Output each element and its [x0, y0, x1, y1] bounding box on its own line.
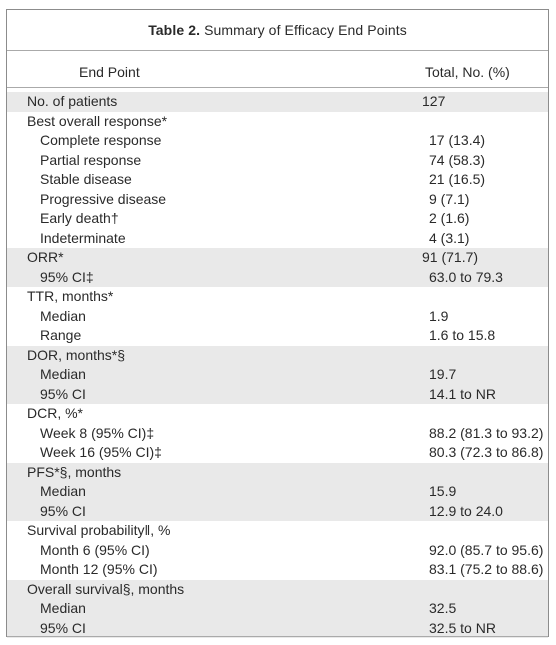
row-label: Progressive disease — [40, 190, 167, 207]
table-row — [7, 268, 548, 288]
table-row — [7, 287, 548, 307]
row-value: 9 (7.1) — [429, 190, 470, 207]
table-row — [7, 443, 548, 463]
row-value: 4 (3.1) — [429, 229, 470, 246]
table-row — [7, 346, 548, 366]
row-label: Best overall response* — [27, 112, 168, 129]
row-value: 88.2 (81.3 to 93.2) — [429, 424, 544, 441]
table-row — [7, 599, 548, 619]
row-value: 17 (13.4) — [429, 132, 486, 148]
row-label: Stable disease — [40, 171, 132, 187]
row-value: 63.0 to 79.3 — [429, 268, 503, 285]
row-value: 21 (16.5) — [429, 171, 486, 187]
row-value: 2 (1.6) — [429, 210, 470, 226]
table-row — [7, 541, 548, 561]
row-value: 92.0 (85.7 to 95.6) — [429, 541, 544, 558]
table-row — [7, 112, 548, 132]
row-label: Median — [40, 366, 86, 382]
header-total: Total, No. (%) — [425, 64, 510, 80]
table-row — [7, 170, 548, 190]
row-label: Partial response — [40, 151, 142, 168]
table-row — [7, 92, 548, 112]
row-label: Month 6 (95% CI) — [40, 541, 150, 558]
row-value: 15.9 — [429, 483, 457, 499]
row-label: Overall survival§, months — [27, 580, 185, 597]
row-label: 95% CI‡ — [40, 268, 94, 285]
table-row — [7, 307, 548, 327]
row-label: Early death† — [40, 210, 119, 226]
efficacy-table — [6, 9, 549, 637]
table-title — [7, 22, 548, 38]
row-label: Median — [40, 600, 86, 616]
row-value: 74 (58.3) — [429, 151, 486, 168]
row-value: 12.9 to 24.0 — [429, 502, 503, 519]
row-label: TTR, months* — [27, 288, 114, 304]
table-row — [7, 229, 548, 249]
table-caption: Summary of Efficacy End Points — [204, 22, 407, 38]
table-row — [7, 365, 548, 385]
table-row — [7, 580, 548, 600]
row-label: Week 16 (95% CI)‡ — [40, 444, 162, 460]
row-label: Survival probability‖, % — [27, 522, 171, 538]
row-label: Range — [40, 327, 82, 343]
row-label: Week 8 (95% CI)‡ — [40, 424, 155, 441]
table-row — [7, 248, 548, 268]
table-row — [7, 326, 548, 346]
table-number: Table 2. — [148, 22, 201, 38]
table-row — [7, 521, 548, 541]
row-label: No. of patients — [27, 93, 118, 109]
table-row — [7, 190, 548, 210]
row-label: 95% CI — [40, 502, 86, 519]
table-row — [7, 404, 548, 424]
row-label: 95% CI — [40, 385, 86, 402]
table-row — [7, 482, 548, 502]
row-value: 14.1 to NR — [429, 385, 496, 402]
table-body — [7, 92, 548, 638]
row-label: PFS*§, months — [27, 463, 122, 480]
row-value: 32.5 — [429, 600, 457, 616]
row-label: Indeterminate — [40, 229, 126, 246]
header-end-point: End Point — [79, 64, 140, 80]
table-row — [7, 151, 548, 171]
row-label: Median — [40, 307, 86, 324]
row-value: 83.1 (75.2 to 88.6) — [429, 561, 544, 577]
table-row — [7, 502, 548, 522]
row-label: DOR, months*§ — [27, 346, 126, 363]
table-row — [7, 131, 548, 151]
row-value: 1.9 — [429, 307, 449, 324]
row-label: Complete response — [40, 132, 162, 148]
table-row — [7, 560, 548, 580]
row-label: Month 12 (95% CI) — [40, 561, 158, 577]
table-row — [7, 463, 548, 483]
row-value: 32.5 to NR — [429, 619, 496, 636]
table-row — [7, 209, 548, 229]
row-label: 95% CI — [40, 619, 86, 636]
row-label: Median — [40, 483, 86, 499]
row-value: 1.6 to 15.8 — [429, 327, 496, 343]
row-value: 19.7 — [429, 366, 457, 382]
row-value: 127 — [422, 93, 446, 109]
table-row — [7, 385, 548, 405]
row-label: ORR* — [27, 249, 64, 265]
row-label: DCR, %* — [27, 405, 84, 421]
table-header — [7, 50, 548, 88]
row-value: 91 (71.7) — [422, 249, 479, 265]
table-bottom-rule — [7, 636, 548, 637]
row-value: 80.3 (72.3 to 86.8) — [429, 444, 544, 460]
table-row — [7, 424, 548, 444]
